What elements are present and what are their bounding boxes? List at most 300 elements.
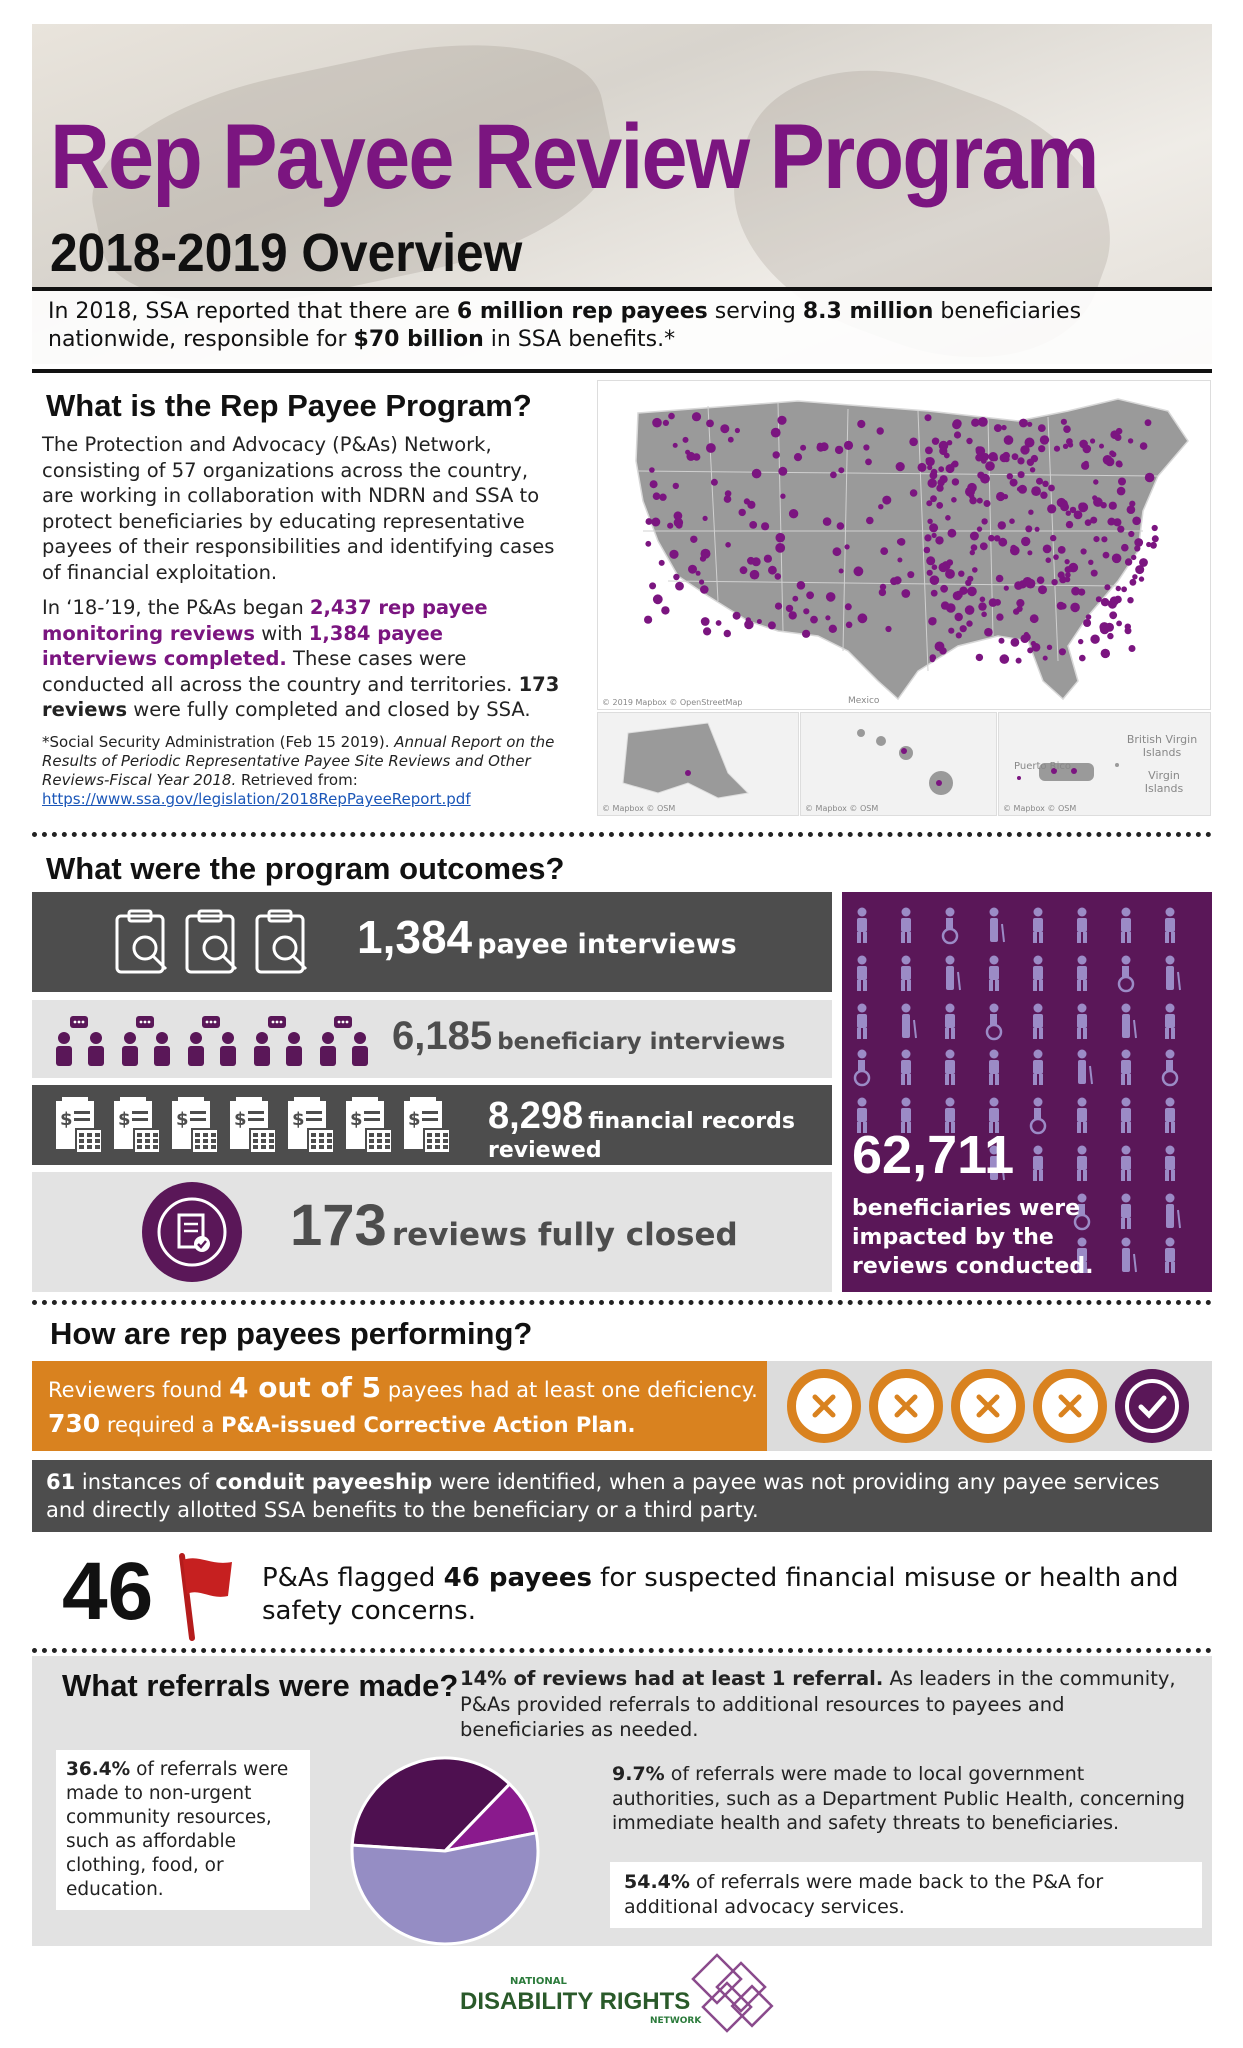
records-label: financial records reviewed <box>488 1109 795 1163</box>
mid-pct: 9.7% <box>612 1763 665 1785</box>
map-marker <box>1079 655 1086 662</box>
map-marker <box>1011 638 1020 647</box>
map-marker <box>1060 603 1067 610</box>
map-marker <box>1050 535 1056 541</box>
map-marker <box>1116 621 1122 627</box>
map-marker <box>1103 552 1110 559</box>
section-divider <box>32 1648 1212 1653</box>
map-marker <box>1081 462 1089 470</box>
map-marker <box>1061 419 1067 425</box>
logo-small-bottom: NETWORK <box>650 2016 702 2026</box>
map-marker <box>1086 614 1092 620</box>
map-marker <box>1009 518 1015 524</box>
map-marker <box>651 518 660 527</box>
map-marker <box>653 594 663 604</box>
map-marker <box>1007 473 1013 479</box>
records-number: 8,298 <box>488 1095 584 1137</box>
text-part: with <box>255 621 309 645</box>
map-marker <box>931 469 937 475</box>
person-icon <box>857 1004 867 1040</box>
interviews-text <box>357 910 737 964</box>
map-marker <box>1035 527 1040 532</box>
map-marker <box>823 517 832 526</box>
map-marker <box>757 619 762 624</box>
map-marker <box>1047 645 1052 650</box>
map-marker <box>947 440 952 445</box>
map-marker <box>706 443 716 453</box>
map-marker <box>1070 603 1080 613</box>
map-marker <box>740 566 748 574</box>
person-icon <box>1033 1146 1043 1182</box>
person-icon <box>1077 956 1087 992</box>
conduit-term: conduit payeeship <box>215 1470 433 1494</box>
map-marker <box>716 620 722 626</box>
person-icon <box>943 908 957 944</box>
map-marker <box>1128 531 1134 537</box>
people-chat-icon <box>122 1016 170 1066</box>
map-marker <box>1000 654 1010 664</box>
intro-text <box>48 298 1198 354</box>
map-marker <box>845 544 850 549</box>
map-marker <box>724 630 731 637</box>
map-marker <box>924 547 931 554</box>
map-marker <box>1088 560 1093 565</box>
map-marker <box>673 483 679 489</box>
map-marker <box>1065 566 1072 573</box>
map-marker <box>1100 502 1106 508</box>
performance-heading: How are rep payees performing? <box>50 1316 533 1351</box>
x-circle-icon <box>787 1369 861 1443</box>
map-marker <box>786 605 793 612</box>
person-icon <box>1121 1194 1131 1230</box>
map-marker <box>724 495 732 503</box>
map-marker <box>1081 548 1087 554</box>
people-chat-icon <box>56 1016 104 1066</box>
clipboard-search-icon <box>112 908 332 978</box>
map-marker <box>700 585 709 594</box>
map-marker <box>1046 557 1052 563</box>
map-marker <box>924 534 931 541</box>
intro-part: serving <box>707 299 803 324</box>
map-marker <box>649 582 656 589</box>
map-marker <box>1118 478 1126 486</box>
referrals-intro-text: As leaders in the community, P&As provided referrals to additional resources to payees and beneficiaries as needed. <box>460 1667 1176 1741</box>
closed-text <box>290 1192 738 1259</box>
map-marker <box>858 613 868 623</box>
map-marker <box>918 463 927 472</box>
map-marker <box>1090 517 1097 524</box>
map-marker <box>994 535 1000 541</box>
map-marker <box>1014 581 1023 590</box>
map-marker <box>1117 462 1123 468</box>
text-part: payees had at least one deficiency. <box>381 1378 758 1402</box>
impact-number: 62,711 <box>852 1125 1015 1185</box>
map-marker <box>925 414 932 421</box>
map-marker <box>1116 428 1123 435</box>
map-marker <box>844 441 853 450</box>
map-marker <box>970 532 979 541</box>
flag-number: 46 <box>62 1546 154 1637</box>
map-marker <box>998 521 1006 529</box>
map-marker <box>1109 502 1117 510</box>
map-marker <box>1028 510 1033 515</box>
map-marker <box>733 612 741 620</box>
referrals-pie-chart <box>320 1756 580 1946</box>
map-marker <box>981 518 987 524</box>
map-marker <box>857 420 865 428</box>
map-marker <box>764 555 772 563</box>
map-marker <box>854 566 864 576</box>
map-marker <box>1047 504 1056 513</box>
map-marker <box>1078 589 1085 596</box>
map-marker <box>967 587 977 597</box>
map-marker <box>1021 537 1030 546</box>
map-marker <box>846 622 853 629</box>
map-marker <box>686 452 695 461</box>
map-marker <box>690 536 697 543</box>
map-marker <box>789 509 798 518</box>
map-marker <box>833 547 842 556</box>
report-link[interactable]: https://www.ssa.gov/legislation/2018RepPayeeReport.pdf <box>42 790 471 808</box>
map-marker <box>1042 481 1048 487</box>
person-icon <box>1165 908 1175 944</box>
map-marker <box>1140 442 1148 450</box>
intro-benefits: $70 billion <box>353 327 484 352</box>
map-marker <box>863 444 869 450</box>
text-part: required a <box>100 1413 222 1437</box>
footnote <box>42 733 572 809</box>
map-marker <box>953 419 962 428</box>
map-marker <box>1054 446 1060 452</box>
interviews-label: payee interviews <box>477 929 737 960</box>
map-marker <box>728 437 734 443</box>
closed-count: 173 reviews <box>42 672 560 721</box>
map-marker <box>701 617 710 626</box>
conduit-banner <box>32 1460 1212 1532</box>
x-circle-icon <box>951 1369 1025 1443</box>
map-marker <box>866 517 874 525</box>
map-marker <box>907 571 914 578</box>
map-marker <box>659 494 666 501</box>
map-marker <box>649 467 655 473</box>
map-marker <box>1004 586 1009 591</box>
closed-label: reviews fully closed <box>391 1217 738 1253</box>
map-marker <box>775 573 782 580</box>
map-marker <box>778 467 787 476</box>
map-marker <box>1100 625 1109 634</box>
person-icon <box>902 1004 917 1039</box>
map-marker <box>1128 438 1133 443</box>
map-marker <box>932 533 937 538</box>
map-marker <box>1093 536 1099 542</box>
map-marker <box>940 585 948 593</box>
map-marker <box>653 492 661 500</box>
person-icon <box>987 1004 1001 1040</box>
svg-text:$: $ <box>60 1109 73 1130</box>
hawaii-map-inset <box>800 712 997 816</box>
map-marker <box>1058 546 1066 554</box>
map-label-vi: Virgin Islands <box>1144 769 1184 795</box>
person-icon <box>1122 1004 1137 1039</box>
map-marker <box>1152 525 1158 531</box>
map-marker <box>752 557 761 566</box>
map-marker <box>970 550 975 555</box>
map-marker <box>1027 550 1032 555</box>
map-marker <box>825 615 830 620</box>
map-marker <box>761 522 769 530</box>
flag-text <box>262 1562 1202 1628</box>
map-marker <box>696 571 701 576</box>
conduit-text <box>46 1468 1201 1524</box>
referral-callout-mid <box>612 1762 1192 1836</box>
map-marker <box>880 547 888 555</box>
person-icon <box>1165 1098 1175 1134</box>
map-marker <box>980 597 986 603</box>
map-marker <box>926 457 932 463</box>
person-icon <box>990 908 1005 943</box>
map-marker <box>1066 438 1073 445</box>
map-marker <box>792 596 798 602</box>
financial-record-icon <box>404 1097 450 1153</box>
map-marker <box>966 620 972 626</box>
map-marker <box>674 518 683 527</box>
map-marker <box>776 533 786 543</box>
map-marker <box>955 613 963 621</box>
map-marker <box>1004 456 1010 462</box>
financial-record-icon <box>114 1097 160 1153</box>
map-marker <box>838 467 844 473</box>
cap-label: P&A-issued Corrective Action Plan. <box>221 1413 636 1437</box>
map-marker <box>1010 479 1018 487</box>
footnote-retrieved: Retrieved from: <box>236 771 358 789</box>
referrals-intro <box>460 1666 1180 1743</box>
text-part: were fully completed and closed by SSA. <box>127 698 531 721</box>
map-marker <box>972 567 978 573</box>
person-icon <box>1165 1238 1175 1274</box>
map-marker <box>890 577 898 585</box>
beneficiary-number: 6,185 <box>392 1014 493 1058</box>
impact-panel <box>842 892 1212 1292</box>
person-icon <box>945 1050 955 1086</box>
cap-number: 730 <box>48 1409 101 1438</box>
people-chat-icon <box>320 1016 368 1066</box>
intro-payees: 6 million rep payees <box>456 299 708 324</box>
map-marker <box>882 496 891 505</box>
person-icon <box>1033 956 1043 992</box>
person-icon <box>1166 956 1181 991</box>
map-marker <box>744 620 753 629</box>
map-marker <box>1001 425 1006 430</box>
map-marker <box>673 443 678 448</box>
referrals-heading: What referrals were made? <box>62 1668 459 1703</box>
map-marker <box>1026 579 1036 589</box>
map-marker <box>930 657 935 662</box>
map-marker <box>1017 457 1024 464</box>
map-marker <box>897 539 903 545</box>
person-icon <box>1077 1146 1087 1182</box>
map-marker <box>1038 445 1045 452</box>
person-icon <box>1078 1050 1093 1085</box>
map-marker <box>880 584 886 590</box>
map-marker <box>1130 579 1137 586</box>
person-icon <box>1165 1004 1175 1040</box>
map-marker <box>810 616 818 624</box>
map-marker <box>1030 614 1039 623</box>
map-marker <box>650 480 658 488</box>
map-marker <box>1003 494 1008 499</box>
left-text: of referrals were made to non-urgent community resources, such as affordable clothing, food, or education. <box>66 1759 289 1900</box>
map-marker <box>928 479 937 488</box>
logo-main: DISABILITY RIGHTS <box>460 1988 691 2015</box>
person-icon <box>1121 1098 1131 1134</box>
map-marker <box>965 580 971 586</box>
intro-part: beneficiaries nationwide, responsible for <box>48 299 1082 352</box>
map-marker <box>1040 435 1049 444</box>
map-marker <box>946 464 955 473</box>
records-text <box>488 1095 818 1164</box>
map-marker <box>739 509 746 516</box>
map-marker <box>978 417 988 427</box>
map-marker <box>1019 419 1028 428</box>
map-marker <box>1066 521 1073 528</box>
map-marker <box>803 608 809 614</box>
map-label-mexico: Mexico <box>848 696 880 706</box>
person-icon <box>901 1050 911 1086</box>
program-paragraph: The Protection and Advocacy (P&As) Network, consisting of 57 organizations across the country, are working in collaboration with NDRN and SSA to protect beneficiaries by educating representative payees of their responsibilities and identifying cases of financial exploitation. <box>42 433 555 584</box>
map-marker <box>644 616 652 624</box>
map-marker <box>927 465 932 470</box>
map-marker <box>1025 525 1032 532</box>
map-marker <box>1038 424 1046 432</box>
map-marker <box>1091 570 1098 577</box>
map-marker <box>1125 558 1132 565</box>
map-marker <box>673 574 679 580</box>
map-marker <box>941 601 949 609</box>
closed-number: 173 <box>290 1193 387 1258</box>
map-marker <box>773 451 780 458</box>
map-marker <box>1117 487 1126 496</box>
map-marker <box>752 469 762 479</box>
svg-text:$: $ <box>408 1109 421 1130</box>
map-marker <box>1107 518 1114 525</box>
map-marker <box>1018 471 1025 478</box>
map-attribution: © 2019 Mapbox © OpenStreetMap <box>602 698 743 707</box>
person-icon <box>901 908 911 944</box>
map-marker <box>958 571 964 577</box>
logo-small-top: NATIONAL <box>510 1976 567 1987</box>
person-icon <box>946 956 961 991</box>
map-marker <box>977 526 982 531</box>
map-marker <box>1043 656 1048 661</box>
map-marker <box>675 582 684 591</box>
map-marker <box>1090 438 1095 443</box>
intro-part: In 2018, SSA reported that there are <box>48 299 457 324</box>
map-marker <box>699 579 704 584</box>
x-circle-icon <box>869 1369 943 1443</box>
map-marker <box>706 420 714 428</box>
map-marker <box>926 500 932 506</box>
section-divider <box>32 1300 1212 1305</box>
map-marker <box>930 575 940 585</box>
map-marker <box>1040 492 1047 499</box>
map-marker <box>839 569 844 574</box>
map-marker <box>984 500 991 507</box>
person-icon <box>1077 908 1087 944</box>
map-marker <box>1092 495 1097 500</box>
map-marker <box>1037 576 1045 584</box>
map-marker <box>1004 435 1014 445</box>
map-marker <box>701 549 711 559</box>
person-icon <box>1121 1146 1131 1182</box>
referrals-intro-bold: 14% of reviews had at least 1 referral. <box>460 1667 884 1690</box>
text-part: instances of <box>75 1470 216 1494</box>
map-marker <box>692 412 701 421</box>
person-icon <box>1166 1194 1181 1229</box>
program-reviews-paragraph <box>42 595 562 723</box>
map-marker <box>1134 538 1143 547</box>
map-marker <box>1111 452 1117 458</box>
map-marker <box>967 483 977 493</box>
map-marker <box>749 521 757 529</box>
map-marker <box>1016 658 1022 664</box>
map-marker <box>940 475 948 483</box>
map-marker <box>750 570 760 580</box>
document-check-icon <box>142 1182 242 1282</box>
map-marker <box>646 518 653 525</box>
map-marker <box>829 625 837 633</box>
map-marker <box>966 438 972 444</box>
person-icon <box>1077 1098 1087 1134</box>
person-icon <box>1033 1050 1043 1086</box>
mid-text: of referrals were made to local government authorities, such as a Department Public Health, concerning immediate health and safety threats to beneficiaries. <box>612 1763 1185 1834</box>
map-marker <box>988 452 997 461</box>
map-marker <box>1152 535 1159 542</box>
people-chat-icon <box>254 1016 302 1066</box>
person-icon <box>857 908 867 944</box>
map-marker <box>1059 648 1066 655</box>
map-marker <box>768 621 776 629</box>
map-marker <box>932 564 938 570</box>
pie-slice <box>352 1833 538 1944</box>
map-marker <box>1017 487 1022 492</box>
map-marker <box>926 556 935 565</box>
us-map <box>597 380 1211 710</box>
program-heading: What is the Rep Payee Program? <box>46 388 532 423</box>
svg-text:$: $ <box>234 1109 247 1130</box>
left-pct: 36.4% <box>66 1759 131 1780</box>
map-marker <box>1145 473 1155 483</box>
map-marker <box>780 494 785 499</box>
map-marker <box>976 446 986 456</box>
conduit-number: 61 <box>46 1470 76 1494</box>
map-marker <box>1109 611 1117 619</box>
map-marker <box>1139 558 1148 567</box>
check-circle-icon <box>1115 1369 1189 1443</box>
map-marker <box>645 541 651 547</box>
map-marker <box>802 630 810 638</box>
map-marker <box>952 478 959 485</box>
map-marker <box>925 447 933 455</box>
text-part: Reviewers found <box>48 1378 229 1402</box>
text-part: P&As flagged <box>262 1563 444 1593</box>
map-marker <box>1012 453 1019 460</box>
map-marker <box>996 575 1004 583</box>
map-marker <box>1053 554 1059 560</box>
map-marker <box>885 626 891 632</box>
text-part: These cases were conducted all across the country and territories. <box>42 647 519 696</box>
right-text: of referrals were made back to the P&A for additional advocacy services. <box>624 1871 1104 1918</box>
map-marker <box>1125 624 1131 630</box>
